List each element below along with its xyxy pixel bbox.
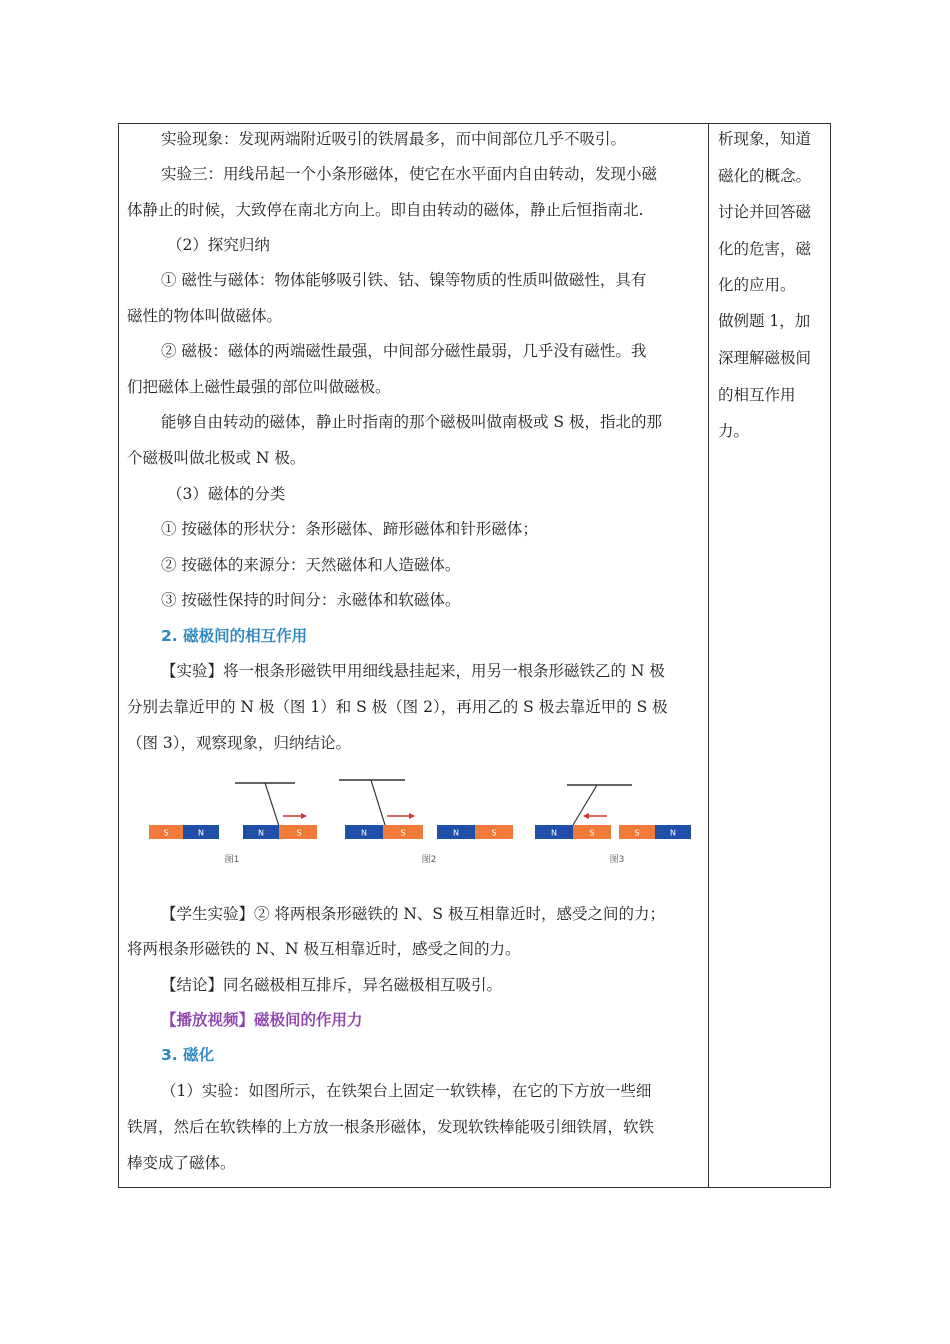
magnet-figure bbox=[147, 774, 707, 879]
note-line: 磁化的概念。 bbox=[718, 167, 812, 185]
note-line: 讨论并回答磁 bbox=[718, 203, 812, 221]
text-line: 实验现象：发现两端附近吸引的铁屑最多，而中间部位几乎不吸引。 bbox=[161, 130, 627, 148]
text-line: 体静止的时候，大致停在南北方向上。即自由转动的磁体，静止后恒指南北. bbox=[127, 201, 644, 219]
figure-caption: 图2 bbox=[421, 855, 437, 865]
pole-label: S bbox=[296, 828, 302, 838]
text-line: 分别去靠近甲的 N 极（图 1）和 S 极（图 2），再用乙的 S 极去靠近甲的 S 极 bbox=[127, 698, 668, 716]
section-heading: 3. 磁化 bbox=[161, 1046, 215, 1064]
note-line: 的相互作用 bbox=[718, 386, 796, 404]
arrow-head bbox=[583, 813, 589, 819]
figure-1 bbox=[149, 783, 317, 865]
pole-label: S bbox=[400, 828, 406, 838]
text-line: 个磁极叫做北极或 N 极。 bbox=[127, 449, 306, 467]
pole-label: N bbox=[453, 828, 459, 838]
text-line: 磁性的物体叫做磁体。 bbox=[127, 307, 283, 325]
text-line: （3）磁体的分类 bbox=[167, 485, 286, 503]
figure-3 bbox=[535, 785, 691, 865]
figure-caption: 图1 bbox=[224, 855, 240, 865]
text-line: 铁屑，然后在软铁棒的上方放一根条形磁体，发现软铁棒能吸引细铁屑，软铁 bbox=[127, 1118, 655, 1136]
section-heading: 2. 磁极间的相互作用 bbox=[161, 627, 308, 645]
text-line: 能够自由转动的磁体，静止时指南的那个磁极叫做南极或 S 极，指北的那 bbox=[161, 413, 662, 431]
text-line: （1）实验：如图所示，在铁架台上固定一软铁棒，在它的下方放一些细 bbox=[161, 1082, 652, 1100]
note-line: 深理解磁极间 bbox=[718, 349, 812, 367]
pole-label: N bbox=[361, 828, 367, 838]
note-line: 析现象，知道 bbox=[718, 130, 812, 148]
text-line: ③ 按磁性保持的时间分：永磁体和软磁体。 bbox=[161, 591, 461, 609]
text-line: 棒变成了磁体。 bbox=[127, 1154, 236, 1172]
lesson-table bbox=[118, 123, 831, 1188]
column-divider bbox=[708, 124, 709, 1187]
text-line: 【实验】将一根条形磁铁甲用细线悬挂起来，用另一根条形磁铁乙的 N 极 bbox=[161, 662, 665, 680]
text-line: （2）探究归纳 bbox=[167, 236, 270, 254]
pole-label: S bbox=[634, 828, 640, 838]
text-line: 【结论】同名磁极相互排斥，异名磁极相互吸引。 bbox=[161, 976, 503, 994]
arrow-head bbox=[409, 813, 415, 819]
text-line: ② 磁极：磁体的两端磁性最强，中间部分磁性最弱，几乎没有磁性。我 bbox=[161, 342, 647, 360]
thread bbox=[573, 785, 597, 825]
pole-label: N bbox=[258, 828, 264, 838]
magnet-diagram bbox=[147, 774, 707, 879]
text-line: ① 磁性与磁体：物体能够吸引铁、钴、镍等物质的性质叫做磁性，具有 bbox=[161, 271, 647, 289]
pole-label: N bbox=[198, 828, 204, 838]
text-line: ② 按磁体的来源分：天然磁体和人造磁体。 bbox=[161, 556, 461, 574]
pole-label: N bbox=[551, 828, 557, 838]
text-line: ① 按磁体的形状分：条形磁体、蹄形磁体和针形磁体； bbox=[161, 520, 538, 538]
video-heading: 【播放视频】磁极间的作用力 bbox=[161, 1011, 363, 1029]
text-line: （图 3），观察现象，归纳结论。 bbox=[127, 734, 352, 752]
note-line: 化的应用。 bbox=[718, 276, 796, 294]
thread bbox=[371, 780, 385, 825]
arrow-head bbox=[301, 813, 307, 819]
text-line: 们把磁体上磁性最强的部位叫做磁极。 bbox=[127, 378, 391, 396]
text-line: 实验三：用线吊起一个小条形磁体，使它在水平面内自由转动，发现小磁 bbox=[161, 165, 658, 183]
note-line: 力。 bbox=[718, 422, 750, 440]
note-line: 化的危害，磁 bbox=[718, 240, 812, 258]
thread bbox=[265, 783, 279, 826]
figure-2 bbox=[339, 780, 513, 865]
pole-label: S bbox=[163, 828, 169, 838]
text-line: 将两根条形磁铁的 N、N 极互相靠近时，感受之间的力。 bbox=[127, 940, 521, 958]
figure-caption: 图3 bbox=[609, 855, 625, 865]
note-line: 做例题 1，加 bbox=[718, 312, 811, 330]
pole-label: N bbox=[670, 828, 676, 838]
text-line: 【学生实验】② 将两根条形磁铁的 N、S 极互相靠近时，感受之间的力； bbox=[161, 905, 665, 923]
pole-label: S bbox=[491, 828, 497, 838]
pole-label: S bbox=[589, 828, 595, 838]
